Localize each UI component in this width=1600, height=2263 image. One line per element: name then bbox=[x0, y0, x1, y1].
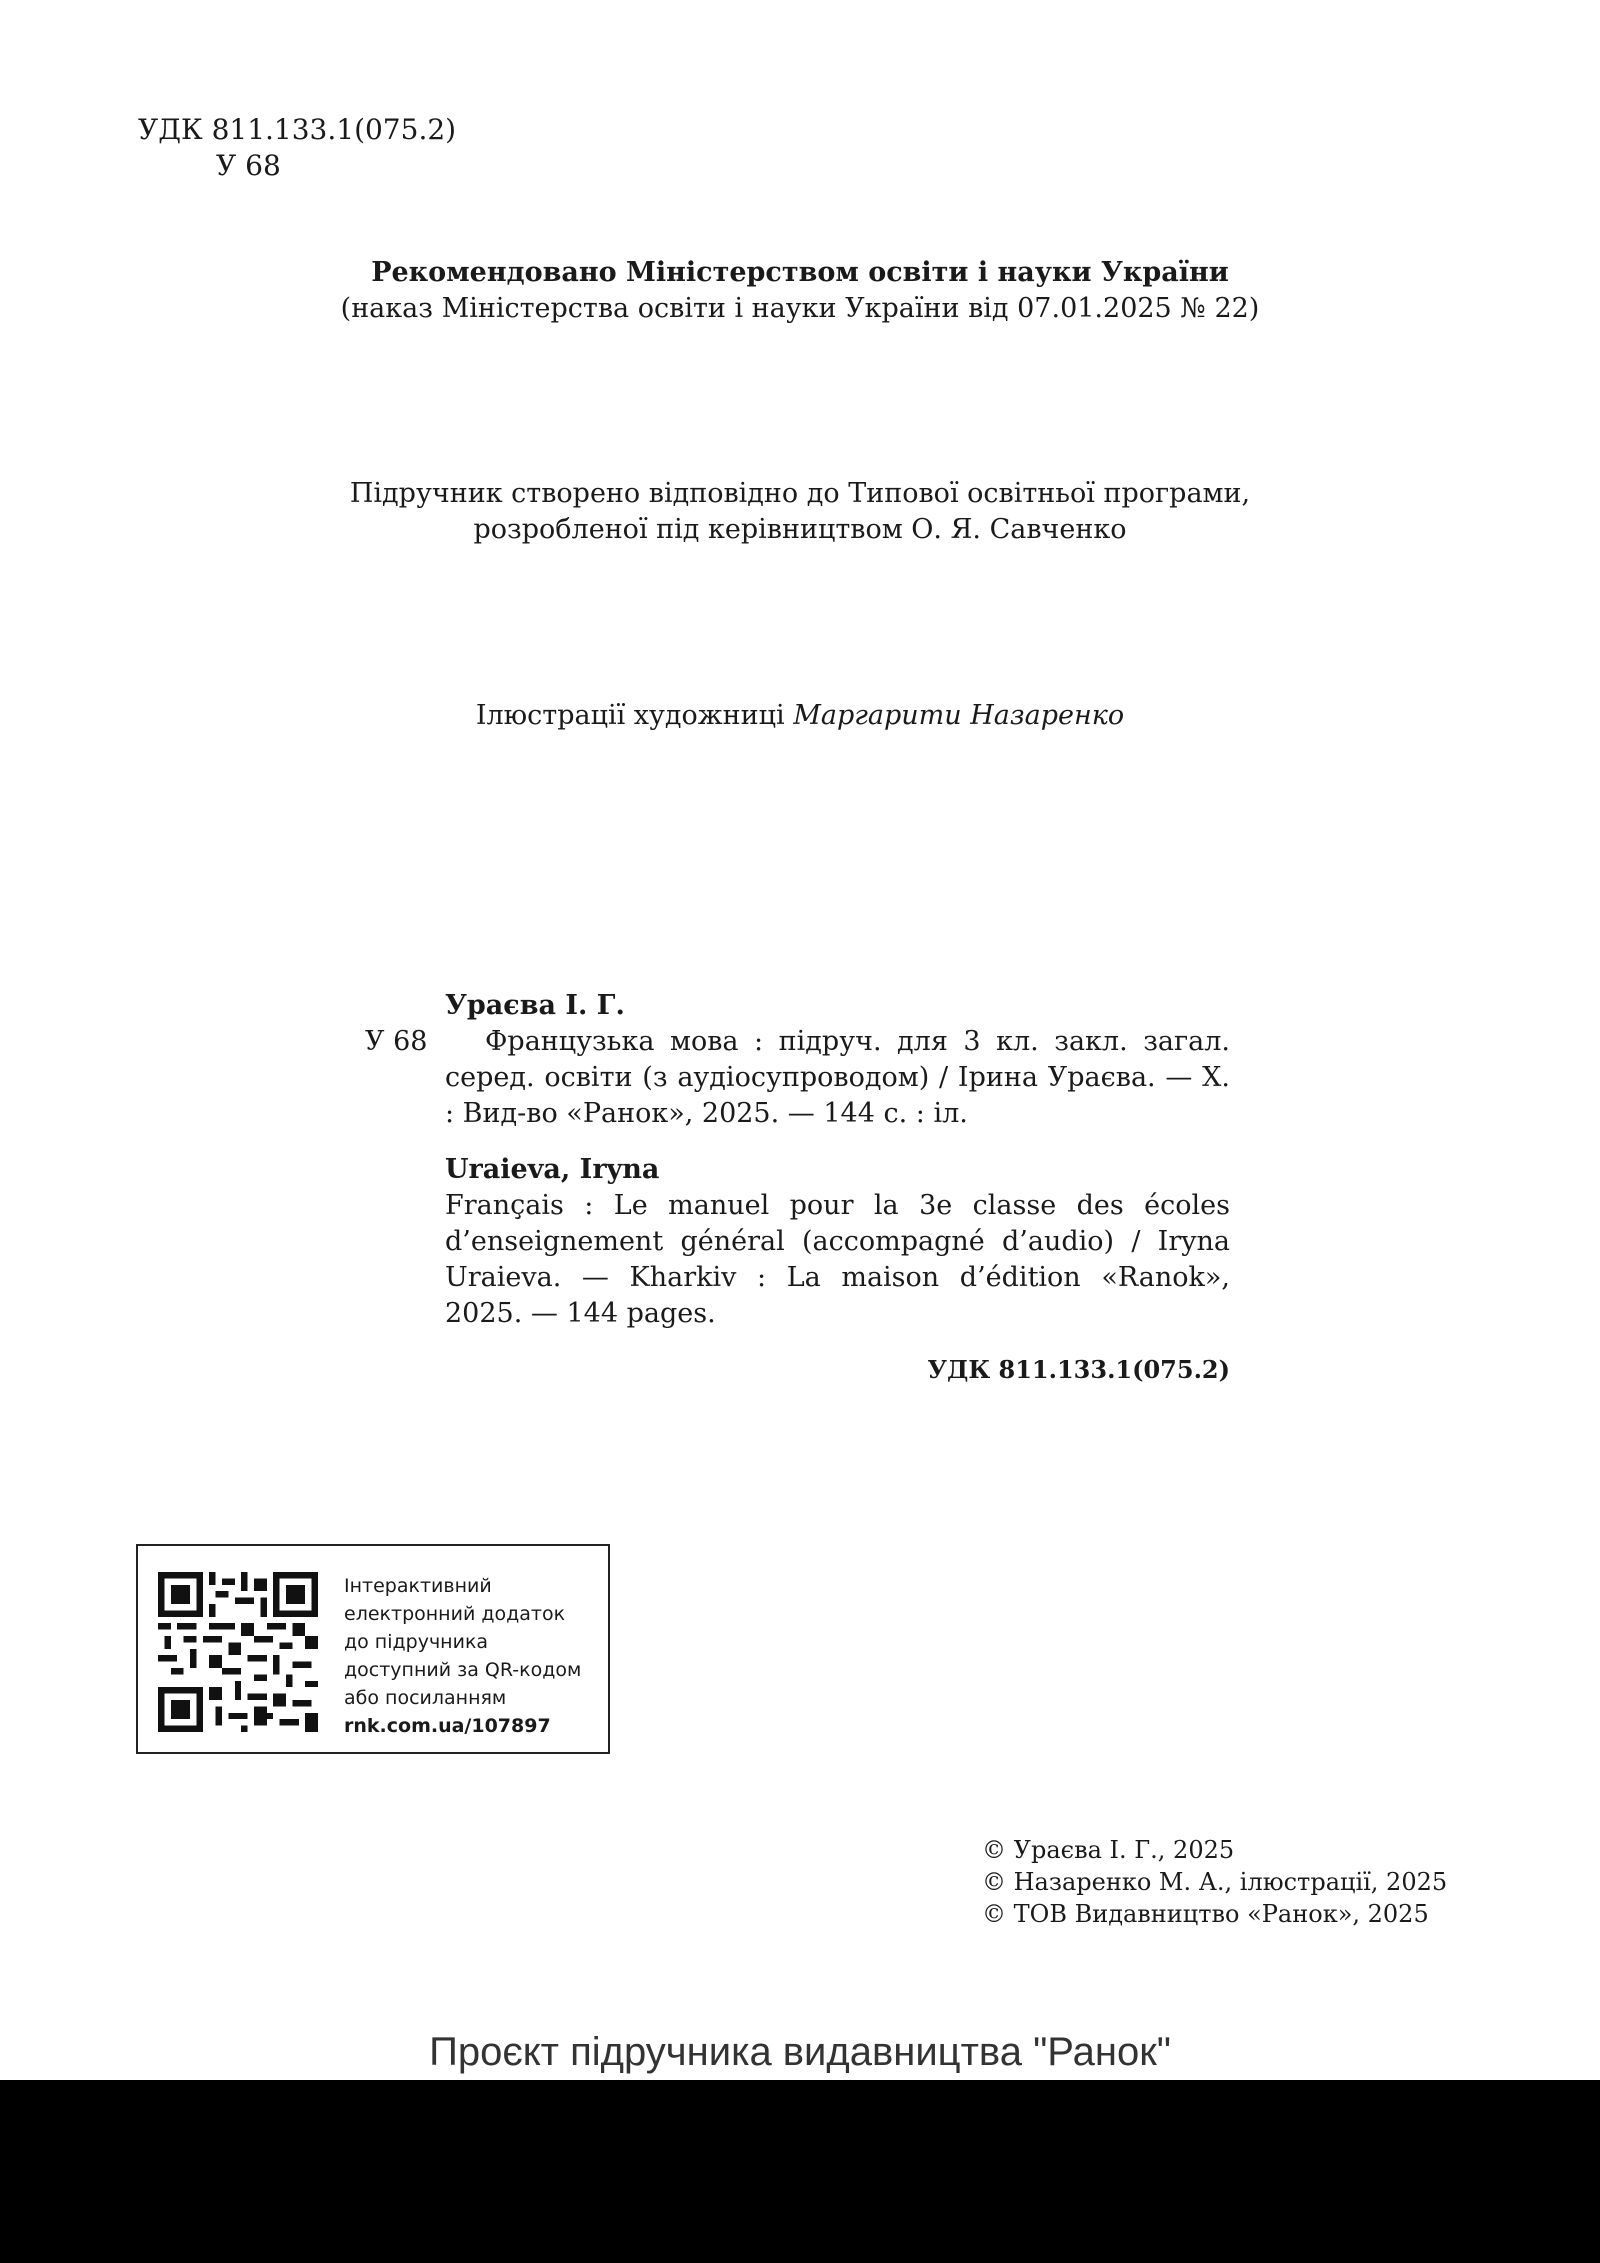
bottom-black-bar bbox=[0, 2080, 1600, 2263]
illustrator-name: Маргарити Назаренко bbox=[793, 700, 1125, 731]
draft-footer: Проєкт підручника видавництва "Ранок" bbox=[429, 2030, 1171, 2074]
program-line-1: Підручник створено відповідно до Типової освітньої програми, bbox=[349, 478, 1251, 509]
catalog-mark: У 68 bbox=[365, 1026, 428, 1057]
qr-text-line: доступний за QR-кодом bbox=[344, 1659, 582, 1681]
recommendation-block bbox=[0, 255, 1600, 327]
qr-description bbox=[344, 1572, 606, 1740]
author-mark: У 68 bbox=[216, 149, 281, 182]
program-note bbox=[0, 476, 1600, 548]
udk-code: УДК 811.133.1(075.2) bbox=[138, 113, 457, 146]
catalog-udk: УДК 811.133.1(075.2) bbox=[927, 1355, 1230, 1384]
qr-text-line: електронний додаток bbox=[344, 1603, 566, 1625]
recommendation-title: Рекомендовано Міністерством освіти і науки України bbox=[371, 257, 1229, 288]
catalog-description-en: Français : Le manuel pour la 3e classe des écoles d’enseignement général (accompagné d’audio) / Iryna Uraieva. — Kharkiv : La maison d’édition «Ranok», 2025. — 144 pages. bbox=[445, 1190, 1230, 1329]
illustrations-prefix: Ілюстрації художниці bbox=[475, 700, 785, 731]
illustrations-credit bbox=[0, 698, 1600, 734]
copyright-block bbox=[982, 1834, 1447, 1930]
catalog-card bbox=[365, 988, 1230, 1388]
qr-text-line: Інтерактивний bbox=[344, 1575, 492, 1597]
qr-text-line: або посиланням bbox=[344, 1687, 507, 1709]
qr-code-icon[interactable] bbox=[158, 1572, 318, 1732]
program-line-2: розробленої під керівництвом О. Я. Савченко bbox=[473, 514, 1127, 545]
copyright-line: © ТОВ Видавництво «Ранок», 2025 bbox=[982, 1900, 1429, 1928]
catalog-description: Французька мова : підруч. для 3 кл. закл. загал. серед. освіти (з аудіосупроводом) / Ірина Ураєва. — Х. : Вид-во «Ранок», 2025. — 144 с. : іл. bbox=[445, 1026, 1230, 1129]
qr-text-line: до підручника bbox=[344, 1631, 489, 1653]
catalog-author-en: Uraieva, Iryna bbox=[445, 1154, 660, 1185]
udk-top-block bbox=[138, 112, 456, 184]
copyright-line: © Назаренко М. А., ілюстрації, 2025 bbox=[982, 1868, 1448, 1896]
copyright-line: © Ураєва І. Г., 2025 bbox=[982, 1836, 1235, 1864]
ministry-order: (наказ Міністерства освіти і науки України від 07.01.2025 № 22) bbox=[340, 293, 1260, 324]
catalog-author: Ураєва І. Г. bbox=[445, 990, 625, 1021]
qr-info-box bbox=[136, 1544, 610, 1754]
supplement-link[interactable]: rnk.com.ua/107897 bbox=[344, 1715, 551, 1737]
